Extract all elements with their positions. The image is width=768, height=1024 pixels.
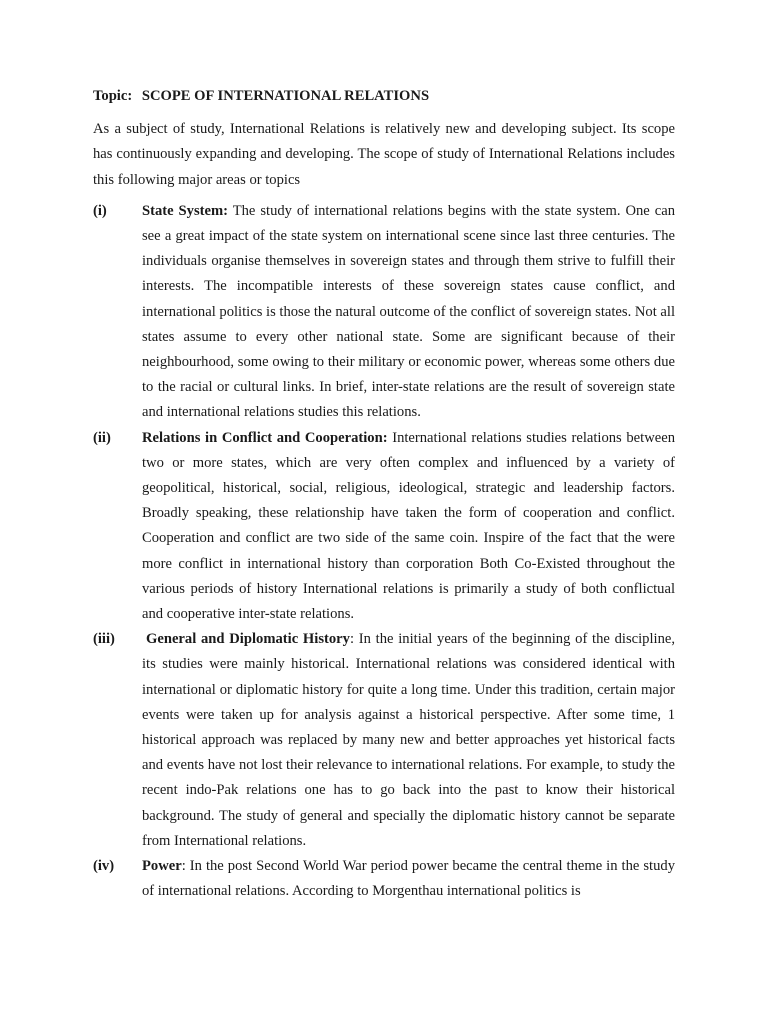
topic-title: SCOPE OF INTERNATIONAL RELATIONS — [141, 88, 430, 104]
item-number: (ii) — [93, 429, 111, 446]
item-text: : In the initial years of the beginning of the discipline, its studies were mainly historical. International relations was considered identical with international or diplomatic history for quite a long time. Under this tradition, certain major events were taken up for analysis against a historical perspective. After some time, 1 historical approach was replaced by many new and better approaches yet historical facts and events have not lost their relevance to international relations. For example, to study the recent indo-Pak relations one has to go back into the past to know their historical background. The study of general and specially the diplomatic history cannot be separate from International relations. — [142, 631, 676, 849]
list-item — [93, 627, 675, 854]
item-heading: Power — [142, 858, 182, 875]
item-body — [142, 627, 675, 854]
item-body — [142, 199, 675, 426]
item-heading: State System: — [142, 202, 229, 219]
intro-paragraph: As a subject of study, International Relations is relatively new and developing subject. Its scope has continuously expanding and developing. The scope of study of International Relations includes this following major areas or topics — [93, 121, 675, 188]
item-text: : In the post Second World War period power became the central theme in the study of international relations. According to Morgenthau international politics is — [142, 858, 675, 900]
document-topic — [93, 84, 675, 109]
item-body — [142, 854, 675, 904]
item-text: The study of international relations begins with the state system. One can see a great impact of the state system on international scene since last three centuries. The individuals organise themselves in sovereign states and through them strive to fulfill their interests. The incompatible interests of these sovereign states cause conflict, and international politics is those the natural outcome of the conflict of sovereign states. Not all states assume to every other national state. Some are significant because of their neighbourhood, some owing to their military or economic power, whereas some others due to the racial or cultural links. In brief, inter-state relations are the result of sovereign state and international relations studies this relations. — [142, 202, 675, 421]
list-item — [93, 426, 675, 628]
item-number: (iii) — [93, 631, 115, 648]
item-heading: Relations in Conflict and Cooperation: — [142, 429, 388, 446]
item-text: International relations studies relations between two or more states, which are very often complex and influenced by a variety of geopolitical, historical, social, religious, ideological, strategic and leadership factors. Broadly speaking, these relationship have taken the form of cooperation and conflict. Cooperation and conflict are two side of the same coin. Inspire of the fact that the were more conflict in international history than corporation Both Co-Existed throughout the various periods of history International relations is primarily a study of both conflictual and cooperative inter-state relations. — [142, 429, 675, 623]
item-heading: General and Diplomatic History — [146, 631, 350, 648]
list-item — [93, 854, 675, 904]
item-number: (i) — [93, 202, 107, 219]
item-number: (iv) — [93, 858, 115, 875]
scope-list — [93, 199, 675, 905]
item-body — [142, 426, 675, 628]
topic-label: Topic: — [93, 88, 133, 104]
list-item — [93, 199, 675, 426]
document-page — [93, 84, 675, 905]
